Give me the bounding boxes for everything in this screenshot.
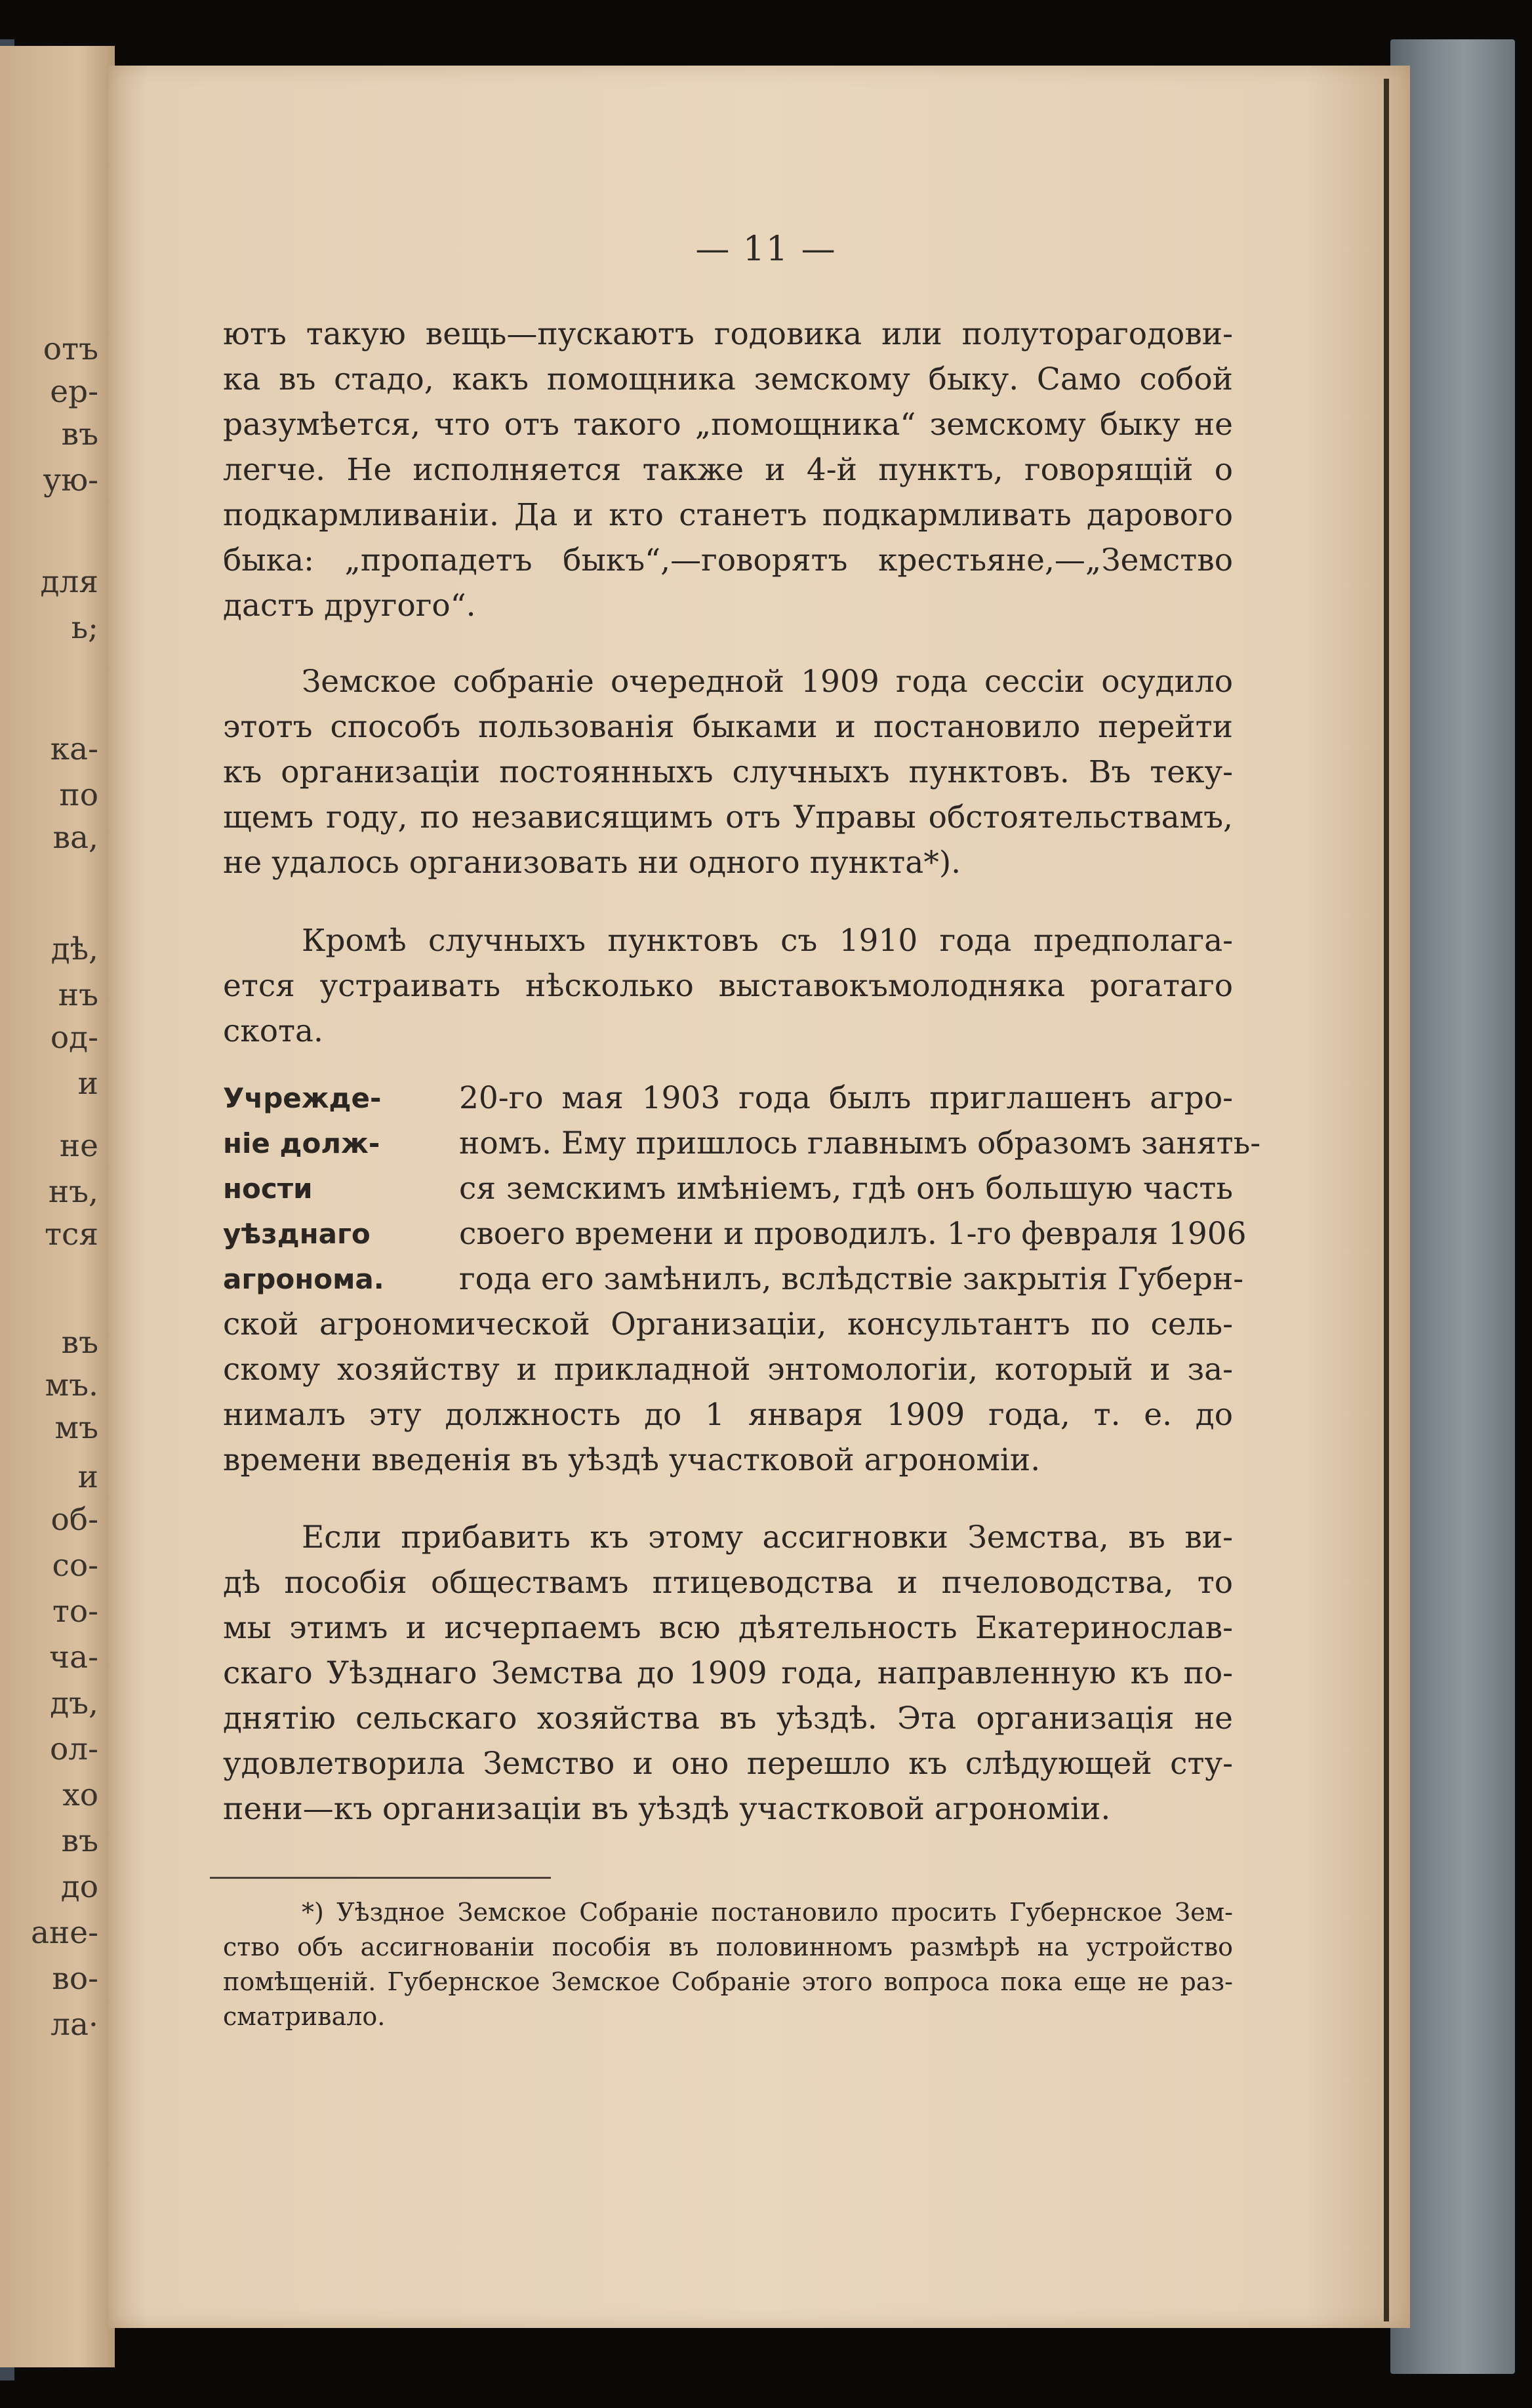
prev-page-fragment: ча- bbox=[49, 1639, 98, 1676]
text-line: времени введенія въ уѣздѣ участковой агрономіи. bbox=[223, 1442, 1041, 1478]
text-line: не удалось организовать ни одного пункта*). bbox=[223, 845, 961, 881]
text-line: ство объ ассигнованіи пособія въ половинномъ размѣрѣ на устройство bbox=[223, 1933, 1233, 1961]
text-line: сматривало. bbox=[223, 2002, 386, 2031]
text-line: легче. Не исполняется также и 4-й пунктъ, говорящій о bbox=[223, 452, 1233, 488]
text-line: *) Уѣздное Земское Собраніе постановило просить Губернское Зем- bbox=[302, 1898, 1233, 1927]
prev-page-fragment: отъ bbox=[43, 331, 98, 367]
prev-page-fragment: по bbox=[59, 777, 98, 813]
margin-heading bbox=[223, 1075, 384, 1302]
prev-page-fragment: то- bbox=[52, 1594, 98, 1630]
text-line: Если прибавить къ этому ассигновки Земства, въ ви- bbox=[302, 1519, 1233, 1555]
prev-page-fragment: во- bbox=[52, 1961, 98, 1997]
text-line: ка въ стадо, какъ помощника земскому быку. Само собой bbox=[223, 361, 1233, 397]
prev-page-fragment: ва, bbox=[52, 820, 98, 856]
prev-page-fragment: ую- bbox=[43, 462, 98, 498]
prev-page-fragment: до bbox=[60, 1869, 98, 1905]
prev-page-fragment: дъ, bbox=[50, 1685, 98, 1721]
margin-heading-line: уѣзднаго bbox=[223, 1218, 371, 1250]
paragraph-2 bbox=[223, 659, 1233, 885]
prev-page-fragment: дѣ, bbox=[50, 931, 98, 967]
prev-page-fragment: и bbox=[77, 1459, 98, 1495]
prev-page-fragment: од- bbox=[50, 1020, 98, 1056]
text-line: щемъ году, по независящимъ отъ Управы обстоятельствамъ, bbox=[223, 799, 1233, 835]
prev-page-fragment: въ bbox=[61, 1325, 98, 1361]
text-line: года его замѣнилъ, вслѣдствіе закрытія Губерн- bbox=[459, 1261, 1244, 1297]
text-line: разумѣется, что отъ такого „помощника“ земскому быку не bbox=[223, 407, 1233, 443]
text-line: мы этимъ и исчерпаемъ всю дѣятельность Екатеринослав- bbox=[223, 1610, 1233, 1646]
margin-heading-line: Учрежде- bbox=[223, 1082, 382, 1114]
prev-page-fragment: ане- bbox=[30, 1915, 98, 1951]
prev-page-fragment: ла· bbox=[50, 2007, 98, 2043]
footnote-rule bbox=[210, 1877, 551, 1879]
footnote bbox=[223, 1895, 1233, 2034]
prev-page-fragment: мъ. bbox=[45, 1367, 98, 1403]
prev-page-fragment: ь; bbox=[71, 610, 98, 646]
paragraph-3 bbox=[223, 918, 1233, 1054]
prev-page-fragment: мъ bbox=[54, 1410, 98, 1446]
text-line: пени—къ организаціи въ уѣздѣ участковой агрономіи. bbox=[223, 1791, 1111, 1827]
text-line: помѣщеній. Губернское Земское Собраніе этого вопроса пока еще не раз- bbox=[223, 1967, 1233, 1996]
page-edge-shadow bbox=[1384, 79, 1389, 2321]
prev-page-fragment: нъ bbox=[58, 977, 98, 1013]
text-line: ютъ такую вещь—пускаютъ годовика или полуторагодови- bbox=[223, 316, 1233, 352]
text-line: ся земскимъ имѣніемъ, гдѣ онъ большую часть bbox=[459, 1171, 1233, 1207]
paragraph-4-side bbox=[459, 1075, 1261, 1302]
prev-page-fragment: ол- bbox=[49, 1731, 98, 1767]
text-line: быка: „пропадетъ быкъ“,—говорятъ крестьяне,—„Земство bbox=[223, 542, 1233, 578]
paragraph-1 bbox=[223, 311, 1233, 628]
prev-page-fragment: тся bbox=[45, 1216, 98, 1253]
text-line: Кромѣ случныхъ пунктовъ съ 1910 года предполага- bbox=[302, 923, 1233, 959]
prev-page-fragment: въ bbox=[61, 416, 98, 452]
margin-heading-line: агронома. bbox=[223, 1263, 384, 1295]
page-number: — 11 — bbox=[695, 230, 837, 269]
text-line: днятію сельскаго хозяйства въ уѣздѣ. Эта организація не bbox=[223, 1700, 1233, 1736]
text-line: номъ. Ему пришлось главнымъ образомъ занять- bbox=[459, 1125, 1261, 1161]
text-line: 20-го мая 1903 года былъ приглашенъ агро- bbox=[459, 1080, 1233, 1116]
paragraph-5 bbox=[223, 1515, 1233, 1832]
text-line: удовлетворила Земство и оно перешло къ слѣдующей сту- bbox=[223, 1746, 1233, 1782]
text-line: Земское собраніе очередной 1909 года сессіи осудило bbox=[302, 664, 1233, 700]
prev-page-fragment: ка- bbox=[50, 731, 98, 767]
text-line: своего времени и проводилъ. 1-го февраля 1906 bbox=[459, 1216, 1247, 1252]
text-line: дастъ другого“. bbox=[223, 588, 476, 624]
prev-page-fragment: нъ, bbox=[48, 1174, 98, 1210]
text-line: ской агрономической Организаціи, консультантъ по сель- bbox=[223, 1306, 1233, 1342]
text-line: ется устраивать нѣсколько выставокъмолодняка рогатаго bbox=[223, 968, 1233, 1004]
prev-page-fragment: об- bbox=[50, 1502, 98, 1538]
text-line: дѣ пособія обществамъ птицеводства и пчеловодства, то bbox=[223, 1565, 1233, 1601]
text-line: къ организаціи постоянныхъ случныхъ пунктовъ. Въ теку- bbox=[223, 754, 1233, 790]
prev-page-fragment: для bbox=[40, 564, 98, 600]
text-line: нималъ эту должность до 1 января 1909 года, т. е. до bbox=[223, 1397, 1233, 1433]
text-line: скота. bbox=[223, 1013, 323, 1049]
prev-page-fragment: со- bbox=[52, 1548, 98, 1584]
margin-heading-line: ности bbox=[223, 1173, 313, 1205]
prev-page-fragment: въ bbox=[61, 1823, 98, 1859]
text-line: скаго Уѣзднаго Земства до 1909 года, направленную къ по- bbox=[223, 1655, 1233, 1691]
text-line: скому хозяйству и прикладной энтомологіи, который и за- bbox=[223, 1352, 1233, 1388]
text-line: подкармливаніи. Да и кто станетъ подкармливать дарового bbox=[223, 497, 1233, 533]
prev-page-fragment: и bbox=[77, 1066, 98, 1102]
margin-heading-line: ніе долж- bbox=[223, 1127, 380, 1159]
prev-page-fragment: хо bbox=[62, 1777, 98, 1813]
prev-page-fragment: ер- bbox=[50, 374, 98, 410]
text-line: этотъ способъ пользованія быками и постановило перейти bbox=[223, 709, 1233, 745]
prev-page-fragment: не bbox=[59, 1128, 98, 1164]
paragraph-4-full bbox=[223, 1302, 1233, 1483]
